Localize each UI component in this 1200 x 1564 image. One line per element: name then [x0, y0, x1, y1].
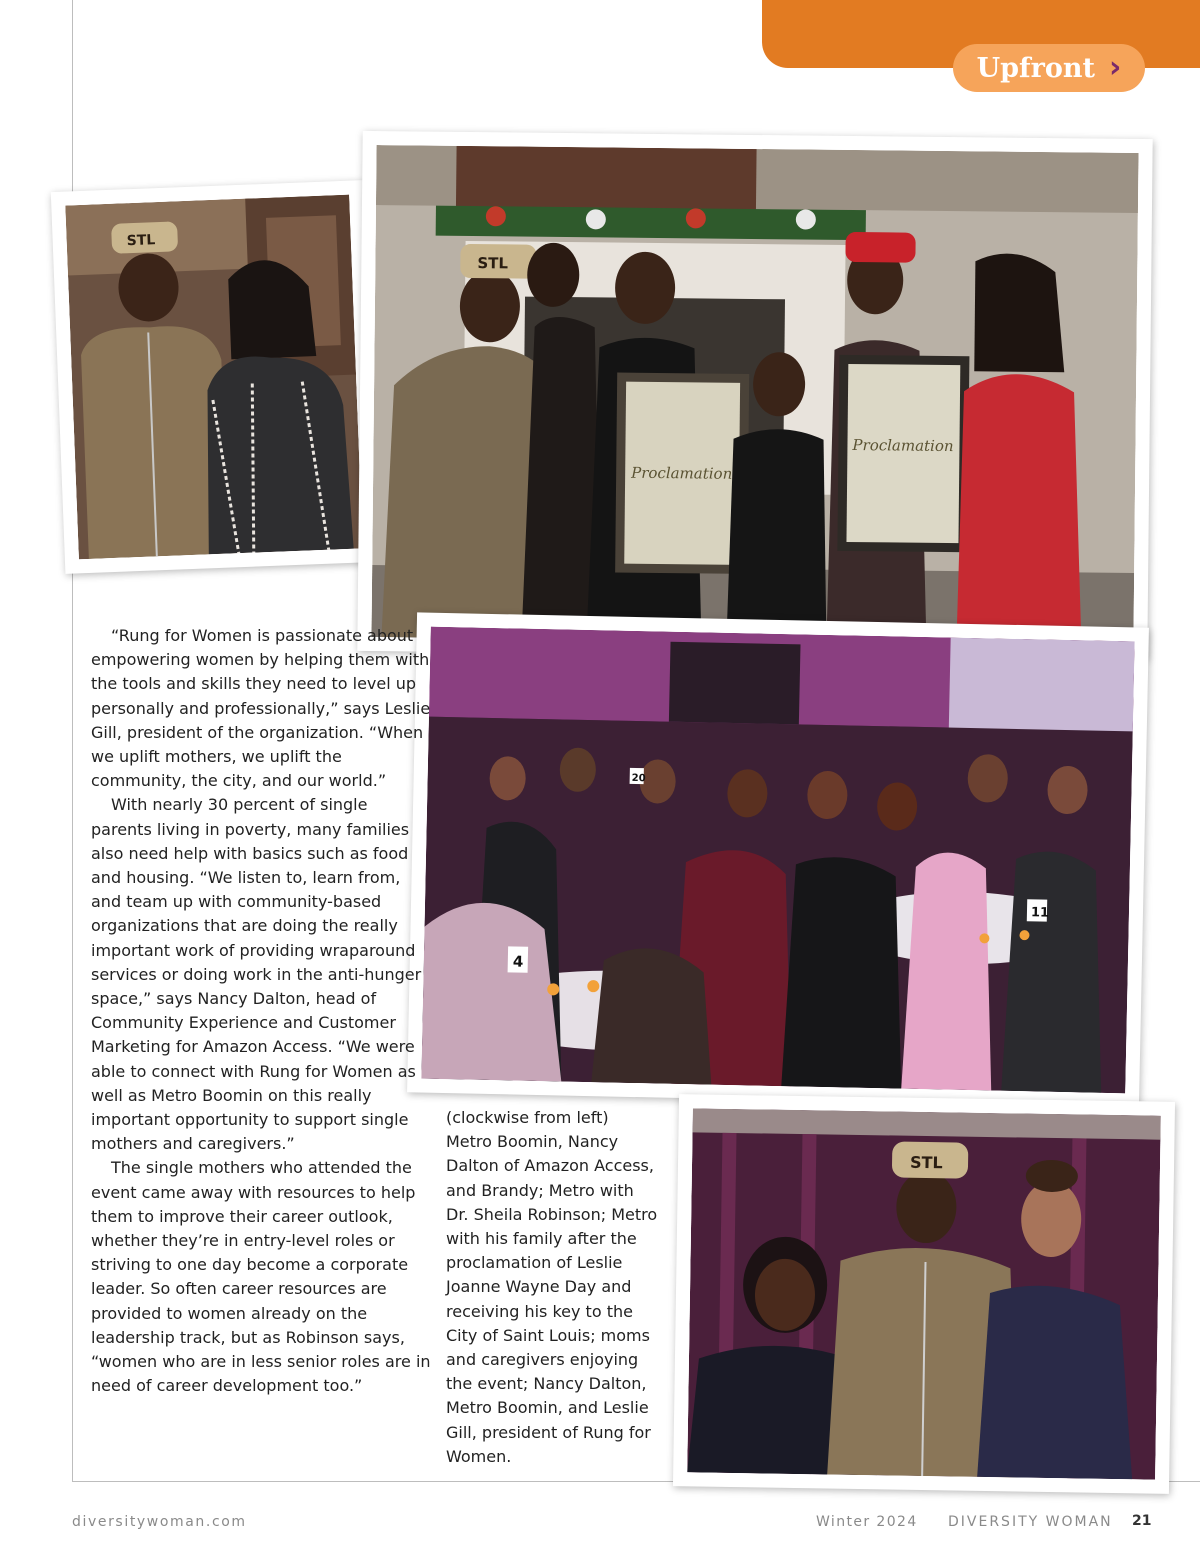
photo-metro-with-robinson	[51, 180, 377, 574]
photo-image	[421, 627, 1134, 1094]
footer-magazine-name: DIVERSITY WOMAN	[948, 1514, 1113, 1530]
trio-illustration	[687, 1108, 1161, 1479]
portrait-illustration	[65, 195, 362, 560]
article-paragraph: “Rung for Women is passionate about empowering women by helping them with the tools and skills they need to level up personally and professionally,” says Leslie Gill, president of the organization. “When we uplift mothers, we uplift the community, the city, and our world.”	[91, 626, 431, 791]
document-title: Proclamation	[631, 463, 733, 483]
photo-image	[371, 145, 1138, 645]
event-illustration	[421, 627, 1134, 1094]
cap-logo-text: STL	[909, 1152, 943, 1173]
article-paragraph: With nearly 30 percent of single parents living in poverty, many families also need help with basics such as food and housing. “We listen to, learn from, and team up with community-based organizations that are doing the really important work of providing wraparound services or doing work in the anti-hunger space,” says Nancy Dalton, head of Community Experience and Customer Marketing for Amazon Access. “We were able to connect with Rung for Women as well as Metro Boomin on this really important opportunity to support single mothers and caregivers.”	[91, 795, 422, 1154]
photo-dalton-metro-gill	[673, 1094, 1175, 1494]
section-label: Upfront	[976, 52, 1095, 84]
table-number: 20	[631, 772, 646, 785]
cap-logo-text: STL	[477, 254, 509, 273]
photo-moms-and-caregivers-event	[407, 612, 1149, 1107]
article-paragraph: The single mothers who attended the event came away with resources to help them to improve their career outlook, whether they’re in entry-level roles or striving to one day become a corporate leader. So often career resources are provided to women already on the leadership track, but as Robinson says, “women who are in less senior roles are in need of career development too.”	[91, 1158, 431, 1396]
footer-issue: Winter 2024	[816, 1514, 918, 1530]
article-body	[91, 624, 431, 1399]
photo-image	[65, 195, 362, 560]
cap-logo-text: STL	[126, 232, 156, 250]
page-number: 21	[1132, 1513, 1152, 1529]
table-number: 4	[512, 952, 524, 971]
document-title: Proclamation	[852, 436, 954, 456]
photo-image	[687, 1108, 1161, 1479]
table-number: 11	[1030, 905, 1050, 921]
photo-proclamation-family	[357, 131, 1152, 659]
photo-caption: (clockwise from left) Metro Boomin, Nancy Dalton of Amazon Access, and Brandy; Metro with Dr. Sheila Robinson; Metro with his family after the proclamation of Leslie Joanne Wayne Day and receiving his key to the City of Saint Louis; moms and caregivers enjoying the event; Nancy Dalton, Metro Boomin, and Leslie Gill, president of Rung for Women.	[446, 1108, 658, 1466]
footer-website: diversitywoman.com	[72, 1514, 247, 1530]
section-tab-upfront[interactable]	[953, 44, 1145, 92]
chevron-right-icon: ›	[1109, 50, 1122, 85]
proclamation-illustration	[371, 145, 1138, 645]
